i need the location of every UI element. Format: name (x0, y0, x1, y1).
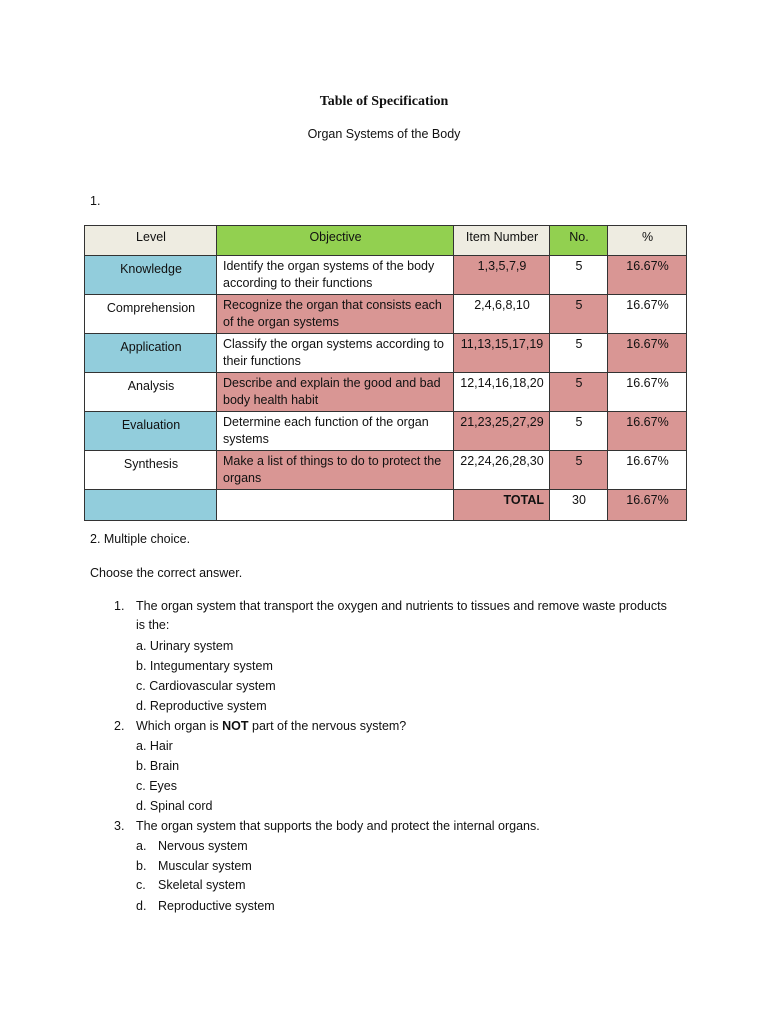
question-1-option-a: a. Urinary system (136, 639, 234, 653)
count-cell: 5 (550, 412, 608, 451)
table-row (85, 451, 687, 490)
question-3-text: The organ system that supports the body and protect the internal organs. (136, 819, 540, 833)
level-cell: Evaluation (85, 412, 217, 451)
items-cell: 1,3,5,7,9 (454, 256, 550, 295)
count-cell: 5 (550, 451, 608, 490)
question-3-option-d-letter: d. (136, 899, 147, 913)
level-cell: Analysis (85, 373, 217, 412)
question-3-option-a: Nervous system (158, 839, 248, 853)
question-2-text-before: Which organ is (136, 719, 223, 733)
question-2-text (136, 717, 406, 736)
question-3-option-a-letter: a. (136, 839, 147, 853)
level-cell: Synthesis (85, 451, 217, 490)
question-2-text-after: part of the nervous system? (248, 719, 407, 733)
level-cell: Comprehension (85, 295, 217, 334)
percent-cell: 16.67% (608, 256, 687, 295)
percent-cell: 16.67% (608, 334, 687, 373)
question-2-option-d: d. Spinal cord (136, 799, 213, 813)
objective-cell: Describe and explain the good and bad body health habit (217, 373, 454, 412)
question-3-option-d: Reproductive system (158, 899, 275, 913)
header-objective: Objective (217, 226, 454, 256)
total-empty-objective (217, 490, 454, 521)
page-title: Table of Specification (319, 94, 449, 109)
total-empty-level (85, 490, 217, 521)
header-percent: % (608, 226, 687, 256)
question-2-option-a: a. Hair (136, 739, 173, 753)
question-2-text-bold: NOT (222, 719, 249, 733)
question-1-option-d: d. Reproductive system (136, 699, 267, 713)
question-2-option-b: b. Brain (136, 759, 180, 773)
items-cell: 21,23,25,27,29 (454, 412, 550, 451)
count-cell: 5 (550, 295, 608, 334)
table-row (85, 295, 687, 334)
header-level: Level (85, 226, 217, 256)
table-row (85, 256, 687, 295)
percent-cell: 16.67% (608, 451, 687, 490)
question-2-option-c: c. Eyes (136, 779, 177, 793)
question-1-number: 1. (114, 599, 125, 613)
table-total-row (85, 490, 687, 521)
total-label: TOTAL (454, 490, 550, 521)
table-row (85, 334, 687, 373)
table-row (85, 373, 687, 412)
question-3-option-b-letter: b. (136, 859, 147, 873)
question-2-number: 2. (114, 719, 125, 733)
question-3-number: 3. (114, 819, 125, 833)
total-count: 30 (550, 490, 608, 521)
total-percent: 16.67% (608, 490, 687, 521)
items-cell: 12,14,16,18,20 (454, 373, 550, 412)
items-cell: 2,4,6,8,10 (454, 295, 550, 334)
question-1-line-1: The organ system that transport the oxygen and nutrients to tissues and remove waste products (136, 599, 667, 613)
percent-cell: 16.67% (608, 412, 687, 451)
header-no: No. (550, 226, 608, 256)
percent-cell: 16.67% (608, 295, 687, 334)
question-3-option-b: Muscular system (158, 859, 252, 873)
count-cell: 5 (550, 256, 608, 295)
question-1-option-c: c. Cardiovascular system (136, 679, 276, 693)
question-3-option-c: Skeletal system (158, 878, 246, 892)
objective-cell: Identify the organ systems of the body according to their functions (217, 256, 454, 295)
objective-cell: Determine each function of the organ systems (217, 412, 454, 451)
section-1-label: 1. (90, 194, 101, 208)
table-row (85, 412, 687, 451)
percent-cell: 16.67% (608, 373, 687, 412)
items-cell: 11,13,15,17,19 (454, 334, 550, 373)
section-2-label: 2. Multiple choice. (90, 532, 191, 546)
level-cell: Knowledge (85, 256, 217, 295)
items-cell: 22,24,26,28,30 (454, 451, 550, 490)
question-1-text (136, 597, 667, 635)
question-1-line-2: is the: (136, 618, 170, 632)
count-cell: 5 (550, 334, 608, 373)
objective-cell: Make a list of things to do to protect the organs (217, 451, 454, 490)
page-subtitle: Organ Systems of the Body (307, 127, 461, 141)
question-3-option-c-letter: c. (136, 878, 146, 892)
question-1-option-b: b. Integumentary system (136, 659, 273, 673)
instruction-text: Choose the correct answer. (90, 566, 243, 580)
specification-table (84, 225, 687, 521)
count-cell: 5 (550, 373, 608, 412)
objective-cell: Recognize the organ that consists each of the organ systems (217, 295, 454, 334)
header-item-number: Item Number (454, 226, 550, 256)
level-cell: Application (85, 334, 217, 373)
objective-cell: Classify the organ systems according to their functions (217, 334, 454, 373)
table-header-row (85, 226, 687, 256)
